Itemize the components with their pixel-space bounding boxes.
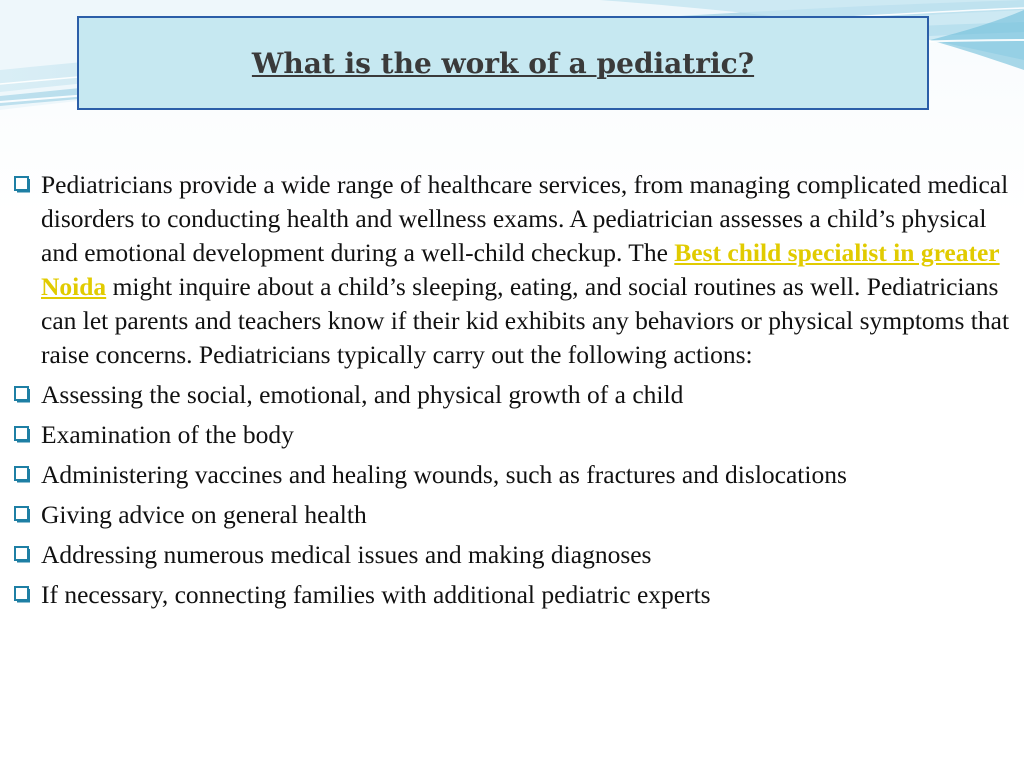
checkbox-bullet-icon — [12, 378, 34, 412]
list-item — [12, 418, 1012, 452]
list-item-text: Giving advice on general health — [41, 500, 367, 529]
checkbox-bullet-icon — [12, 578, 34, 612]
list-item — [12, 458, 1012, 492]
intro-text-after-link: might inquire about a child’s sleeping, eating, and social routines as well. Pediatricians can let parents and teachers know if their kid exhibits any behaviors or physical symptoms that raise concerns. Pediatricians typically carry out the following actions: — [41, 272, 1010, 369]
content-area — [12, 168, 1012, 618]
intro-text-before-link: Pediatricians provide a wide range of healthcare services, from managing complicated medical disorders to conducting health and wellness exams. A pediatrician assesses a child’s physical and emotional development during a well-child checkup. The — [41, 170, 1009, 267]
list-item — [12, 498, 1012, 532]
checkbox-bullet-icon — [12, 538, 34, 572]
checkbox-bullet-icon — [12, 418, 34, 452]
slide-title: What is the work of a pediatric? — [251, 46, 755, 80]
list-item-text: Examination of the body — [41, 420, 294, 449]
list-item-text: If necessary, connecting families with additional pediatric experts — [41, 580, 711, 609]
list-item — [12, 378, 1012, 412]
checkbox-bullet-icon — [12, 498, 34, 532]
checkbox-bullet-icon — [12, 458, 34, 492]
list-item — [12, 578, 1012, 612]
intro-paragraph — [12, 168, 1012, 372]
list-item-text: Administering vaccines and healing wounds, such as fractures and dislocations — [41, 460, 847, 489]
checkbox-bullet-icon — [12, 168, 34, 202]
list-item — [12, 538, 1012, 572]
specialist-link[interactable]: Best child specialist in greater Noida — [41, 238, 1000, 301]
list-item-text: Addressing numerous medical issues and making diagnoses — [41, 540, 652, 569]
list-item-text: Assessing the social, emotional, and physical growth of a child — [41, 380, 684, 409]
title-box — [77, 16, 929, 110]
